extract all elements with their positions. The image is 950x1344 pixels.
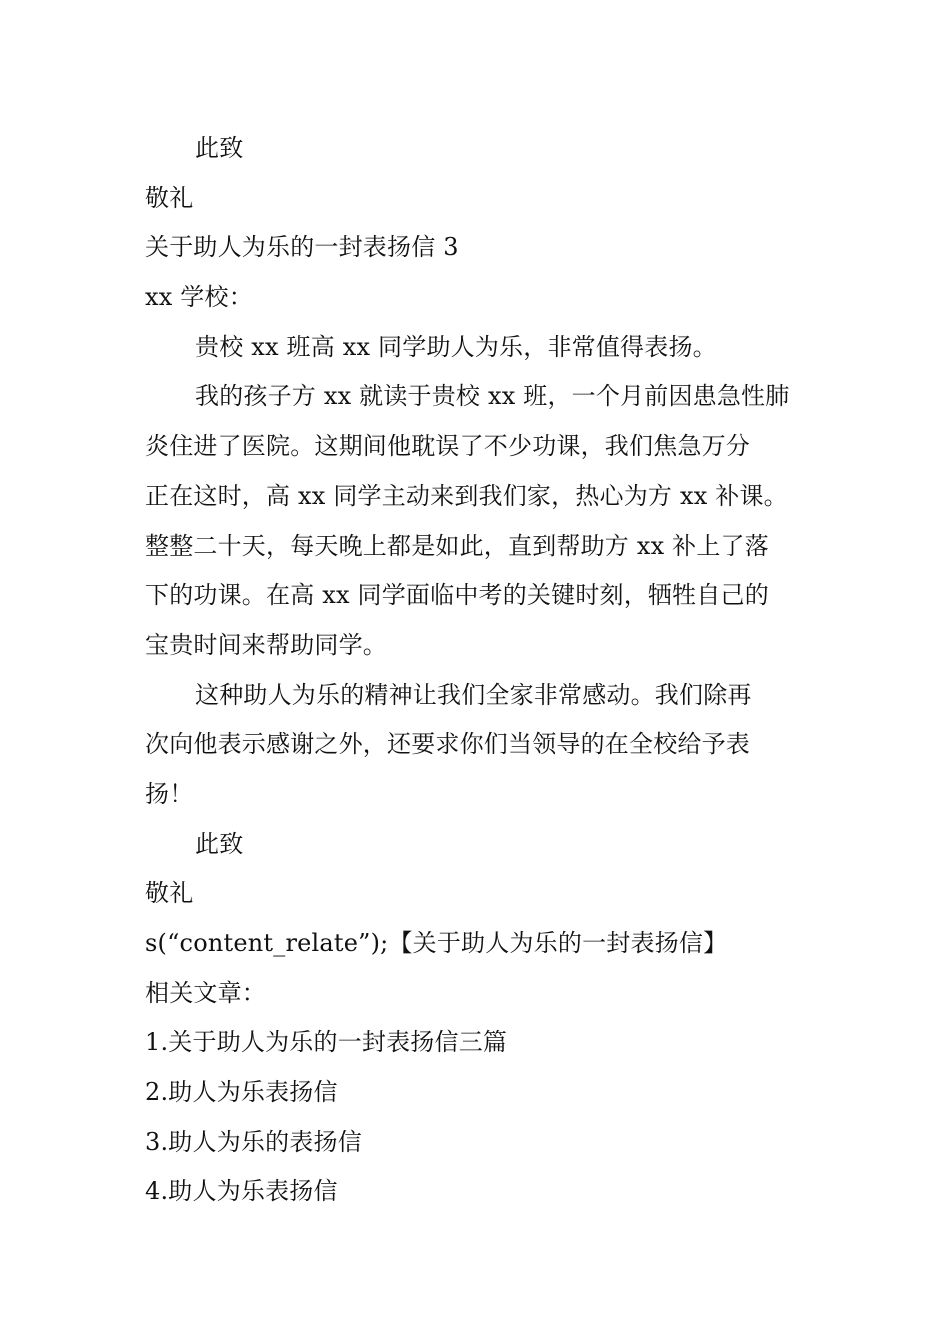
paragraph-line: 我的孩子方 xx 就读于贵校 xx 班，一个月前因患急性肺 <box>195 382 790 411</box>
recipient-line: xx 学校： <box>145 283 253 312</box>
related-article-item: 1.关于助人为乐的一封表扬信三篇 <box>145 1028 508 1057</box>
closing-salutation: 此致 <box>195 134 244 162</box>
related-article-item: 2.助人为乐表扬信 <box>145 1078 338 1107</box>
document-body <box>145 124 810 1217</box>
paragraph-line: 正在这时，高 xx 同学主动来到我们家，热心为方 xx 补课。 <box>145 481 788 510</box>
paragraph-line: 下的功课。在高 xx 同学面临中考的关键时刻，牺牲自己的 <box>145 581 769 610</box>
paragraph-line: 次向他表示感谢之外，还要求你们当领导的在全校给予表 <box>145 730 750 759</box>
closing-salutation: 此致 <box>195 829 244 858</box>
paragraph-line: 这种助人为乐的精神让我们全家非常感动。我们除再 <box>195 680 752 709</box>
paragraph-line: 整整二十天，每天晚上都是如此，直到帮助方 xx 补上了落 <box>145 531 769 560</box>
paragraph-line: 炎住进了医院。这期间他耽误了不少功课，我们焦急万分 <box>145 432 750 461</box>
paragraph-line: 贵校 xx 班高 xx 同学助人为乐，非常值得表扬。 <box>195 332 717 361</box>
script-artifact-line: s(“content_relate”);【关于助人为乐的一封表扬信】 <box>145 929 728 957</box>
paragraph-line: 扬！ <box>145 779 194 808</box>
closing-regards: 敬礼 <box>145 183 194 212</box>
related-article-item: 4.助人为乐表扬信 <box>145 1177 338 1206</box>
related-articles-heading: 相关文章： <box>145 978 266 1007</box>
closing-regards: 敬礼 <box>145 879 194 908</box>
letter-title: 关于助人为乐的一封表扬信 3 <box>145 233 459 262</box>
related-article-item: 3.助人为乐的表扬信 <box>145 1127 362 1156</box>
paragraph-line: 宝贵时间来帮助同学。 <box>145 630 387 659</box>
